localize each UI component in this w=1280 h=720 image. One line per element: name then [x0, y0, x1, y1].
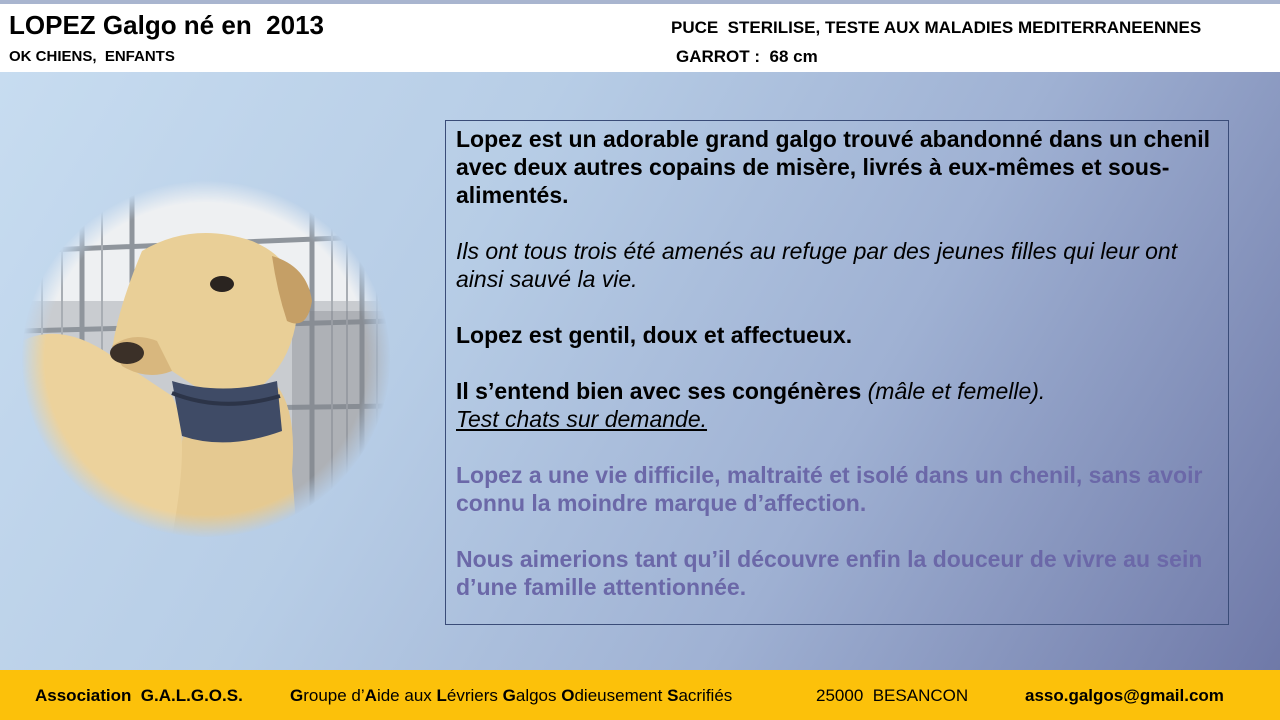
dog-photo	[22, 181, 390, 537]
association-city: 25000 BESANCON	[816, 686, 969, 705]
health-info: PUCE STERILISE, TESTE AUX MALADIES MEDITERRANEENNES	[671, 18, 1202, 37]
history-paragraph: Lopez a une vie difficile, maltraité et isolé dans un chenil, sans avoir connu la moindre marque d’affection.	[456, 462, 1203, 516]
intro-paragraph: Lopez est un adorable grand galgo trouvé abandonné dans un chenil avec deux autres copains de misère, livrés à eux-mêmes et sous-alimentés.	[456, 126, 1210, 208]
title-detail: Galgo né en 2013	[102, 10, 324, 40]
compatibility-note: (mâle et femelle).	[867, 378, 1046, 404]
dog-name: LOPEZ	[9, 10, 96, 40]
acronym-part: acrifiés	[678, 686, 733, 705]
description-box	[445, 120, 1229, 625]
acronym-part: dieusement	[574, 686, 668, 705]
acronym-part: A	[364, 686, 377, 705]
association-name: Association G.A.L.G.O.S.	[35, 686, 243, 705]
compatibility-text: Il s’entend bien avec ses congénères	[456, 378, 862, 404]
page-title	[9, 10, 324, 41]
acronym-part: ide aux	[376, 686, 437, 705]
rescue-paragraph: Ils ont tous trois été amenés au refuge par des jeunes filles qui leur ont ainsi sauvé la vie.	[456, 238, 1178, 292]
cat-test-note: Test chats sur demande.	[456, 406, 708, 432]
acronym-part: O	[561, 686, 575, 705]
height-info: GARROT : 68 cm	[676, 47, 818, 66]
compatibility-subtitle: OK CHIENS, ENFANTS	[9, 48, 175, 65]
footer-bar	[0, 670, 1280, 720]
acronym-part: S	[667, 686, 679, 705]
compatibility-paragraph	[456, 377, 1218, 433]
appeal-paragraph: Nous aimerions tant qu’il découvre enfin la douceur de vivre au sein d’une famille attentionnée.	[456, 546, 1203, 600]
header-bar	[0, 4, 1280, 72]
temperament-paragraph: Lopez est gentil, doux et affectueux.	[456, 322, 853, 348]
acronym-part: évriers	[446, 686, 503, 705]
acronym-part: roupe d’	[303, 686, 365, 705]
dog-photo-icon	[22, 181, 390, 537]
acronym-part: L	[436, 686, 447, 705]
acronym-part: algos	[515, 686, 562, 705]
association-acronym-meaning	[290, 686, 732, 706]
contact-email[interactable]: asso.galgos@gmail.com	[1025, 686, 1224, 705]
acronym-part: G	[290, 686, 304, 705]
acronym-part: G	[502, 686, 516, 705]
